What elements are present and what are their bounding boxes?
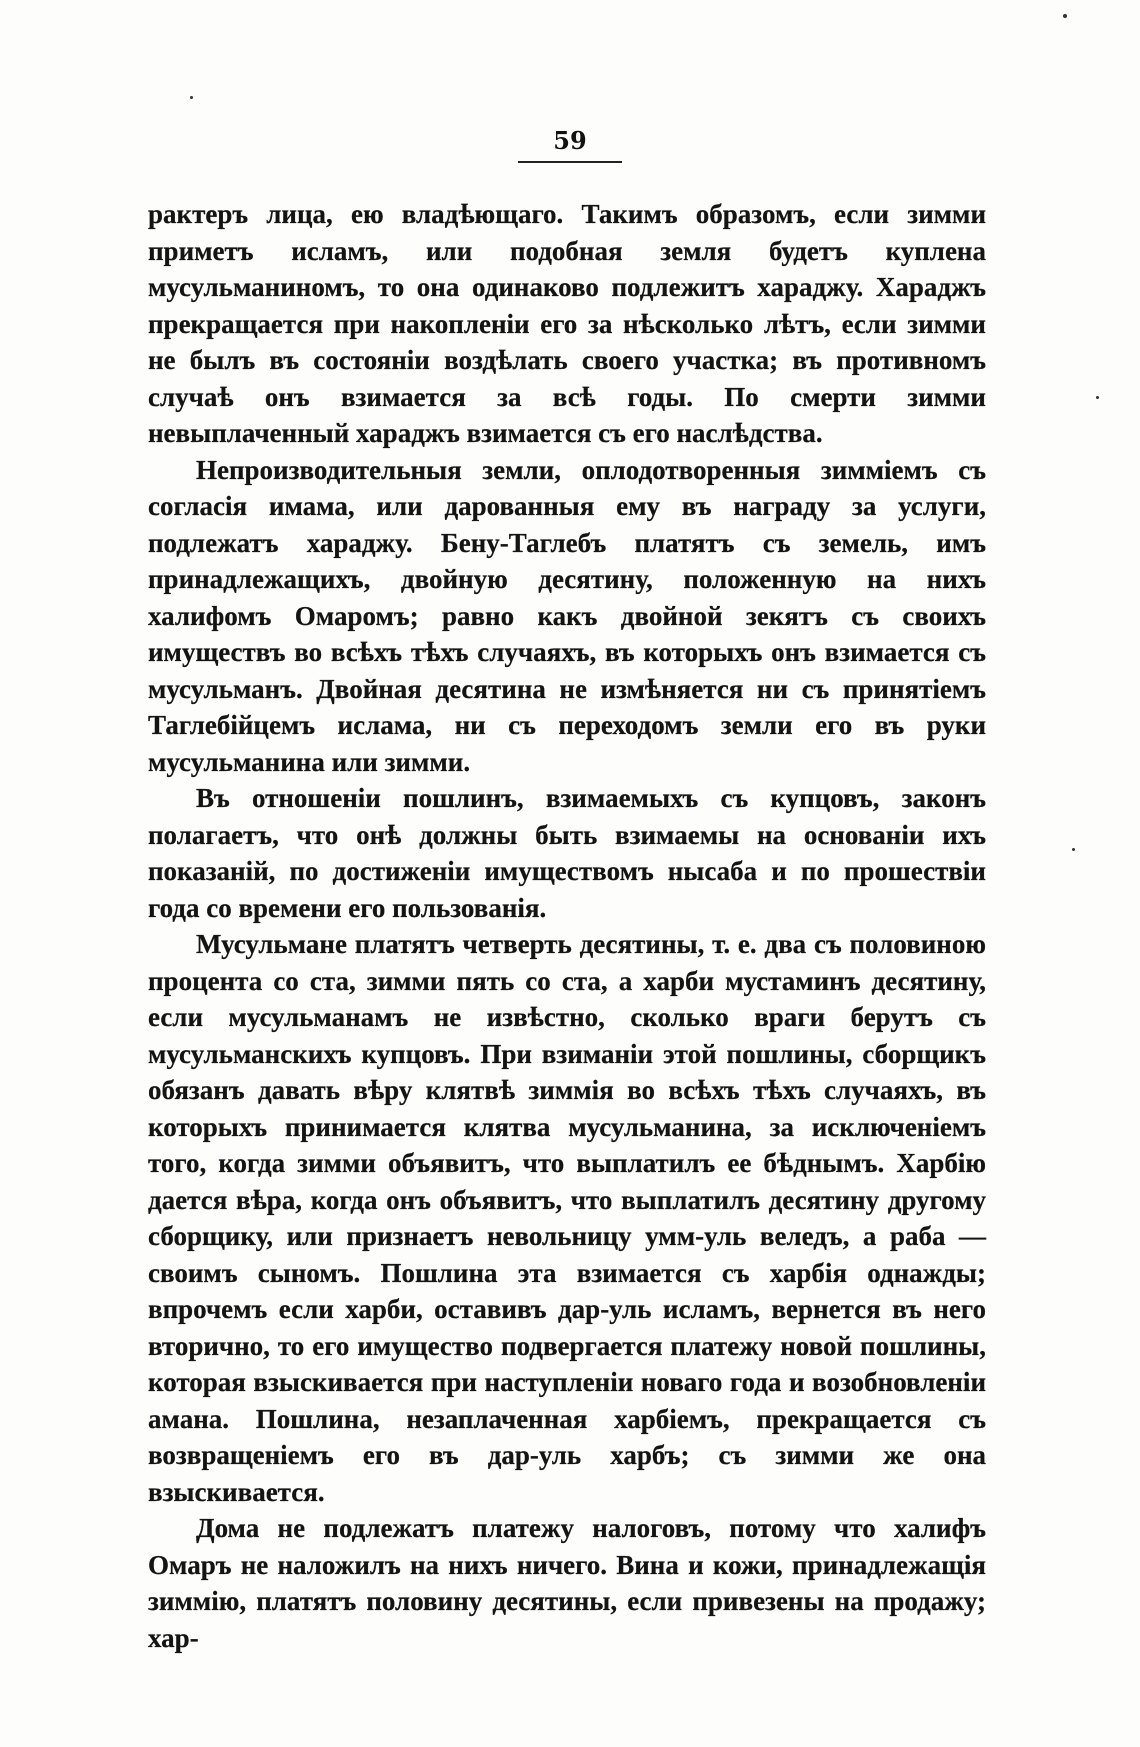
body-text	[148, 196, 986, 1656]
paragraph-1: рактеръ лица, ею владѣющаго. Такимъ образомъ, если зимми приметъ исламъ, или подобная земля будетъ куплена мусульманиномъ, то она одинаково подлежитъ хараджу. Хараджъ прекращается при накопленіи его за нѣсколько лѣтъ, если зимми не былъ въ состояніи воздѣлать своего участка; въ противномъ случаѣ онъ взимается за всѣ годы. По смерти зимми невыплаченный хараджъ взимается съ его наслѣдства.	[148, 199, 986, 448]
scan-speck	[1096, 396, 1099, 399]
paragraph-2: Непроизводительныя земли, оплодотворенныя зимміемъ съ согласія имама, или дарованныя ему въ награду за услуги, подлежатъ хараджу. Бену-Таглебъ платятъ съ земель, имъ принадлежащихъ, двойную десятину, положенную на нихъ халифомъ Омаромъ; равно какъ двойной зекятъ съ своихъ имуществъ во всѣхъ тѣхъ случаяхъ, въ которыхъ онъ взимается съ мусульманъ. Двойная десятина не измѣняется ни съ принятіемъ Таглебійцемъ ислама, ни съ переходомъ земли его въ руки мусульманина или зимми.	[148, 454, 986, 777]
scan-speck	[1063, 14, 1067, 18]
scan-speck	[190, 96, 193, 99]
paragraph-5: Дома не подлежатъ платежу налоговъ, потому что халифъ Омаръ не наложилъ на нихъ ничего. Вина и кожи, принадлежащія зиммію, платятъ половину десятины, если привезены на продажу; хар-	[148, 1513, 986, 1653]
scan-speck	[1072, 848, 1075, 851]
paragraph-4: Мусульмане платятъ четверть десятины, т. е. два съ половиною процента со ста, зимми пять со ста, а харби мустаминъ десятину, если мусульманамъ не извѣстно, сколько враги берутъ съ мусульманскихъ купцовъ. При взиманіи этой пошлины, сборщикъ обязанъ давать вѣру клятвѣ зиммія во всѣхъ тѣхъ случаяхъ, въ которыхъ принимается клятва мусульманина, за исключеніемъ того, когда зимми объявитъ, что выплатилъ ее бѣднымъ. Харбію дается вѣра, когда онъ объявитъ, что выплатилъ десятину другому сборщику, или признаетъ невольницу умм-уль веледъ, а раба — своимъ сыномъ. Пошлина эта взимается съ харбія однажды; впрочемъ если харби, оставивъ дар-уль исламъ, вернется въ него вторично, то его имущество подвергается платежу новой пошлины, которая взыскивается при наступленіи новаго года и возобновленіи амана. Пошлина, незаплаченная харбіемъ, прекращается съ возвращеніемъ его въ дар-уль харбъ; съ зимми же она взыскивается.	[148, 929, 986, 1507]
page-number: 59	[518, 126, 622, 163]
paragraph-3: Въ отношеніи пошлинъ, взимаемыхъ съ купцовъ, законъ полагаетъ, что онѣ должны быть взимаемы на основаніи ихъ показаній, по достиженіи имуществомъ нысаба и по прошествіи года со времени его пользованія.	[148, 783, 986, 923]
